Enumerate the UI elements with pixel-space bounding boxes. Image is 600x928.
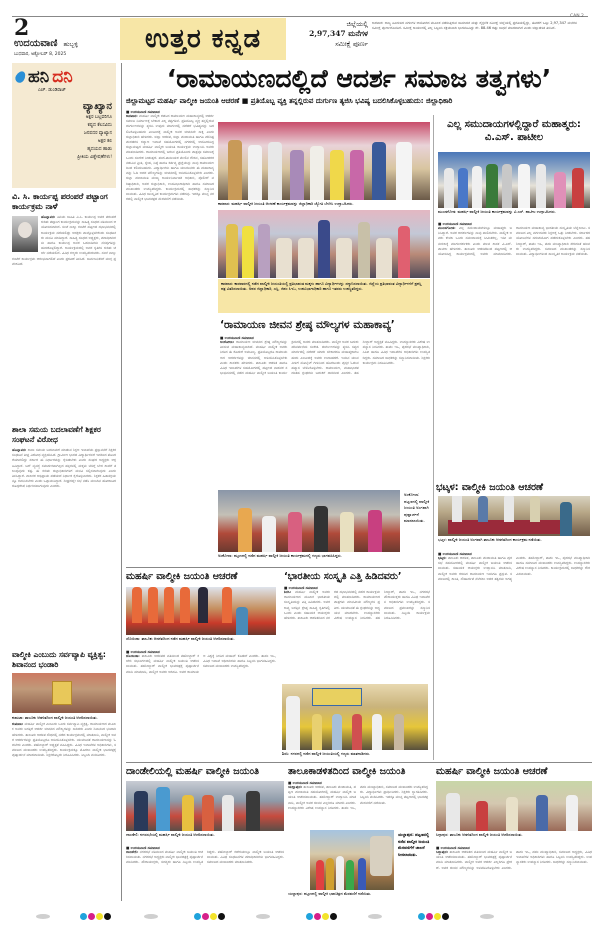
- siddapur-photo-caption: ಸಿದ್ದಾಪುರ: ತಾಲೂಕು ಆಡಳಿತದಿಂದ ವಾಲ್ಮೀಕಿ ಜಯಂತಿ ಆಚರಿಸಲಾಯಿತು.: [436, 832, 523, 837]
- story-school-timing: [12, 425, 116, 618]
- bhatkal-photo: [438, 496, 590, 536]
- water-drop-icon: [14, 70, 28, 85]
- story-headline: ಶಾಲಾ ಸಮಯ ಬದಲಾವಣೆಗೆ ಶಿಕ್ಷಕರ ಸಂಘಟನೆ ವಿರೋಧ: [12, 425, 101, 444]
- lead-photo-1: [218, 122, 430, 200]
- lead-photo-2: [218, 210, 430, 278]
- portrait-photo: [12, 216, 38, 252]
- yellapur-side-caption: ಯಲ್ಲಾಪುರ: ಪಟ್ಟಣದಲ್ಲಿ ನಡೆದ ವಾಲ್ಮೀಕಿ ಜಯಂತಿ ಮೆರವಣಿಗೆಗೆ ಚಾಲನೆ ನೀಡಲಾಯಿತು.: [398, 832, 430, 857]
- registration-oval: [36, 914, 50, 919]
- story-text: ನಗರಸಭೆ ವತಿಯಿಂದ ಮಹರ್ಷಿ ವಾಲ್ಮೀಕಿ ಜಯಂತಿ ಆಚರಿಸಲಾಯಿತು. ನಗರಸಭೆ ಅಧ್ಯಕ್ಷರು ವಾಲ್ಮೀಕಿ ಭಾವಚಿತ್ರಕ್ಕೆ ಪುಷ್ಪಾರ್ಚನೆ ಮಾಡಿದರು. ಪೌರಾಯುಕ್ತರು, ಸದಸ್ಯರು ಹಾಗೂ ಸಿಬ್ಬಂದಿ ಉಪಸ್ಥಿತರಿದ್ದರು. ತಹಶೀಲ್ದಾರ್ ಕಚೇರಿಯಲ್ಲೂ ವಾಲ್ಮೀಕಿ ಜಯಂತಿ ಆಚರಿಸಲಾಯಿತು. ವಿವಿಧ ಸಂಘಟನೆಗಳ ಪದಾಧಿಕಾರಿಗಳು ಭಾಗವಹಿಸಿದ್ದರು. ಸಮಾಜದ ಮುಖಂಡರು ಮಾತನಾಡಿದರು.: [126, 850, 284, 865]
- registration-dot-magenta: [314, 913, 321, 920]
- lead-body-col1: [126, 110, 214, 566]
- plate-code: CAN 2: [570, 14, 584, 19]
- mid-photo: [218, 490, 400, 552]
- yellapur-headline: ತಾಲೂಕಾಡಳಿತದಿಂದ ವಾಲ್ಮೀಕಿ ಜಯಂತಿ: [288, 766, 406, 777]
- story-headline: ವಾಲ್ಮೀಕಿ ಎಂಬುದು ಸರ್ವವ್ಯಾಪಿ ವ್ಯಕ್ತಿತ್ವ: ಶಿವಾನಂದ ಭಂಡಾರಿ: [12, 650, 106, 669]
- joida-body: [126, 650, 276, 754]
- poem-line: ಜನಪದರ ವ್ಯಾಖ್ಯಾನ: [83, 131, 112, 136]
- dateline: ಶಿರಸಿ:: [284, 590, 292, 594]
- byline: ■ ಉದಯವಾಣಿ ಸಮಾಚಾರ: [438, 552, 472, 556]
- byline: ■ ಉದಯವಾಣಿ ಸಮಾಚಾರ: [288, 781, 322, 785]
- hani-dani-box: [12, 63, 116, 188]
- lead-subheadline: ಜಿಲ್ಲಾಮಟ್ಟದ ಮಹರ್ಷಿ ವಾಲ್ಮೀಕಿ ಜಯಂತಿ ಆಚರಣೆ ■ ಪ್ರತಿಯೊಬ್ಬ ವ್ಯಕ್ತಿ ತನ್ನಲ್ಲಿರುವ ದುರ್ಗುಣ ತ್ಯಜಿಸಿ ಭವಿಷ್ಯ ಬದಲಿಸಿಕೊಳ್ಳಬಹುದು: ಜಿಲ್ಲಾಧಿಕಾರಿ: [126, 97, 453, 105]
- right-top-photo-caption: ಮುಂಡಗೋಡ: ಮಹರ್ಷಿ ವಾಲ್ಮೀಕಿ ಜಯಂತಿ ಕಾರ್ಯಕ್ರಮವನ್ನು ವಿ.ಎಸ್. ಪಾಟೀಲ ಉದ್ಘಾಟಿಸಿದರು.: [438, 209, 556, 214]
- sirsi-photo: [282, 684, 428, 750]
- registration-dot-yellow: [210, 913, 217, 920]
- registration-oval: [368, 914, 382, 919]
- story-text: ಮಹರ್ಷಿ ವಾಲ್ಮೀಕಿ ರಚಿಸಿದ ರಾಮಾಯಣ ಮಹಾಕಾವ್ಯದಲ್ಲಿ ಆದರ್ಶ ಸಮಾಜ ನಿರ್ಮಾಣಕ್ಕೆ ಬೇಕಾದ ಎಲ್ಲ ತತ್ವಗಳಿವೆ. ಪ್ರತಿಯೊಬ್ಬ ವ್ಯಕ್ತಿ ತನ್ನಲ್ಲಿರುವ ದುರ್ಗುಣಗಳನ್ನು ತ್ಯಜಿಸಿ ಉತ್ತಮ ಮಾರ್ಗದಲ್ಲಿ ನಡೆದರೆ ಭವಿಷ್ಯವನ್ನು ಬದಲಿಸಿಕೊಳ್ಳಬಹುದು ಎಂಬುದಕ್ಕೆ ವಾಲ್ಮೀಕಿ ಅವರ ಜೀವನವೇ ಸಾಕ್ಷಿ ಎಂದು ಜಿಲ್ಲಾಧಿಕಾರಿ ಹೇಳಿದರು. ಜಿಲ್ಲಾ ಆಡಳಿತ, ಜಿಲ್ಲಾ ಪಂಚಾಯಿತಿ ಹಾಗೂ ಪರಿಶಿಷ್ಟ ಪಂಗಡಗಳ ಕಲ್ಯಾಣ ಇಲಾಖೆ ಸಹಯೋಗದಲ್ಲಿ ನಗರದಲ್ಲಿ ಆಯೋಜಿಸಿದ್ದ ಜಿಲ್ಲಾಮಟ್ಟದ ಮಹರ್ಷಿ ವಾಲ್ಮೀಕಿ ಜಯಂತಿ ಕಾರ್ಯಕ್ರಮ ಉದ್ಘಾಟಿಸಿ ಅವರು ಮಾತನಾಡಿದರು. ರಾಮಾಯಣದಲ್ಲಿ ಬರುವ ಪ್ರತಿಯೊಂದು ಪಾತ್ರವೂ ಸಮಾಜಕ್ಕೆ ಒಂದು ಸಂದೇಶ ನೀಡುತ್ತದೆ. ತಂದೆ-ತಾಯಿಯರ ಮೇಲಿನ ಗೌರವ, ಸಹೋದರರ ನಡುವಿನ ಪ್ರೀತಿ, ಸ್ನೇಹ, ನಿಷ್ಠೆ ಹಾಗೂ ಕರ್ತವ್ಯ ಪ್ರಜ್ಞೆಯನ್ನು ನಾವು ರಾಮಾಯಣದಿಂದ ಕಲಿಯಬಹುದು. ವಿದ್ಯಾರ್ಥಿಗಳು ಹಾಗೂ ಯುವಜನರು ಈ ಮಹಾಕಾವ್ಯವನ್ನು ಓದಿ ಅದರ ಮೌಲ್ಯಗಳನ್ನು ಜೀವನದಲ್ಲಿ ಅಳವಡಿಸಿಕೊಳ್ಳಬೇಕು ಎಂದರು. ಜಿಲ್ಲಾ ಪಂಚಾಯಿತಿ ಮುಖ್ಯ ಕಾರ್ಯನಿರ್ವಾಹಕ ಅಧಿಕಾರಿ, ಪೊಲೀಸ್ ವರಿಷ್ಠಾಧಿಕಾರಿ, ಅಪರ ಜಿಲ್ಲಾಧಿಕಾರಿ, ಉಪವಿಭಾಗಾಧಿಕಾರಿ ಹಾಗೂ ಸಮಾಜದ ಮುಖಂಡರು ಉಪಸ್ಥಿತರಿದ್ದರು. ಕಾರ್ಯಕ್ರಮದಲ್ಲಿ ಸಾಧಕರನ್ನು ಸನ್ಮಾನಿಸಲಾಯಿತು. ವಿವಿಧ ಸಾಂಸ್ಕೃತಿಕ ಕಾರ್ಯಕ್ರಮಗಳು ನಡೆದವು. ಇದಕ್ಕೂ ಮುನ್ನ ನಗರದಲ್ಲಿ ವಾಲ್ಮೀಕಿ ಭಾವಚಿತ್ರದ ಮೆರವಣಿಗೆ ನಡೆಯಿತು.: [126, 114, 214, 202]
- survey-stat-line2: 2,97,347 ಮನೆಗಳ: [309, 29, 368, 38]
- lead-headline: ‘ರಾಮಾಯಣದಲ್ಲಿದೆ ಆದರ್ಶ ಸಮಾಜ ತತ್ವಗಳು’: [166, 64, 552, 93]
- dateline: ಜೊಯಿಡಾ:: [126, 654, 140, 658]
- poem-line: ಅಕ್ಷರ ಬಲ್ಲವರಿಗೂ: [85, 115, 112, 120]
- edition-name: ಹುಬ್ಬಳ್ಳಿ: [63, 41, 78, 48]
- registration-dot-magenta: [426, 913, 433, 920]
- story-text: ತಾಲೂಕು ಆಡಳಿತದ ವತಿಯಿಂದ ಮಹರ್ಷಿ ವಾಲ್ಮೀಕಿ ಜಯಂತಿ ಆಚರಿಸಲಾಯಿತು. ತಹಶೀಲ್ದಾರ್ ಭಾವಚಿತ್ರಕ್ಕೆ ಪುಷ್ಪಾರ್ಚನೆ ಮಾಡಿ ಮಾತನಾಡಿದರು. ವಾಲ್ಮೀಕಿ ಅವರ ಆದರ್ಶ ಎಲ್ಲರಿಗೂ ಪ್ರೇರಣೆ. ಅವರ ಜೀವನ ಮೌಲ್ಯಗಳನ್ನು ಅಳವಡಿಸಿಕೊಳ್ಳಬೇಕು ಎಂದರು. ತಾಪಂ ಇಒ, ಪಪಂ ಮುಖ್ಯಾಧಿಕಾರಿ, ಸಮಾಜದ ಅಧ್ಯಕ್ಷರು, ವಿವಿಧ ಇಲಾಖೆಗಳ ಅಧಿಕಾರಿಗಳು ಹಾಗೂ ಸಿಬ್ಬಂದಿ ಉಪಸ್ಥಿತರಿದ್ದರು. ಉಪನ್ಯಾಸಕರು ಉಪನ್ಯಾಸ ನೀಡಿದರು. ಸಾಧಕರನ್ನು ಸನ್ಮಾನಿಸಲಾಯಿತು.: [436, 850, 592, 870]
- poem-line: ಹೃದಯದ ಹಾಡು: [87, 147, 112, 152]
- bhatkal-body: [438, 552, 590, 754]
- poem-title: ವ್ಯಾಖ್ಯಾನ: [82, 101, 112, 112]
- story-body: [438, 226, 590, 476]
- survey-stat-line1: ಜಿಲ್ಲೆಯಲ್ಲಿ: [346, 20, 368, 28]
- story-text: ಹಿರಿಯ ಸಾಹಿತಿ ವಿ.ಸಿ. ಕಾರ್ಯಪ್ಪ ಅವರ ಪರಂಪರೆ ಕುರಿತು ಪಟ್ಟಾಂಗ ಕಾರ್ಯಕ್ರಮವನ್ನು ಸಾಹಿತ್ಯ ಸಂಘದ ವತಿಯಿಂದ ಆಯೋಜಿಸಲಾಗಿದೆ. ಸಂಜೆ ನಾಲ್ಕು ಗಂಟೆಗೆ ಪಟ್ಟಣದ ಸಭಾಭವನದಲ್ಲಿ ಕಾರ್ಯಕ್ರಮ ನಡೆಯಲಿದ್ದು ಆಸಕ್ತರು ಪಾಲ್ಗೊಳ್ಳಬೇಕೆಂದು ಸಂಘಟಕರು ಮನವಿ ಮಾಡಿದ್ದಾರೆ. ಸಾಹಿತ್ಯ ಸಂಘದ ಅಧ್ಯಕ್ಷರು, ಪದಾಧಿಕಾರಿಗಳು ಹಾಗೂ ಕಾರ್ಯಪ್ಪ ಅವರ ಒಡನಾಡಿಗಳು ನೆನಪುಗಳನ್ನು ಹಂಚಿಕೊಳ್ಳಲಿದ್ದಾರೆ. ಕಾರ್ಯಕ್ರಮದಲ್ಲಿ ಅವರ ಕೃತಿಗಳ ಕುರಿತು ಚರ್ಚೆ ನಡೆಯಲಿದೆ. ವಿವಿಧ ಗಣ್ಯರು ಉಪಸ್ಥಿತರಿರುವರು. ಸಂಜೆ ನಾಲ್ಕು ಗಂಟೆಗೆ ಕಾರ್ಯಕ್ರಮ ಆರಂಭವಾಗಲಿದೆ ಎಂದು ಪ್ರಕಟಣೆ ತಿಳಿಸಿದೆ. ಸಾರ್ವಜನಿಕರಿಗೆ ಮುಕ್ತ ಪ್ರವೇಶವಿದೆ.: [12, 215, 116, 266]
- mid-photo-caption: ಅಂಕೋಲಾ: ಪಟ್ಟಣದಲ್ಲಿ ನಡೆದ ಮಹರ್ಷಿ ವಾಲ್ಮೀಕಿ ಜಯಂತಿ ಕಾರ್ಯಕ್ರಮದಲ್ಲಿ ಗಣ್ಯರು ಭಾಗವಹಿಸಿದ್ದರು.: [218, 553, 342, 558]
- yellapur-photo: [310, 830, 394, 890]
- story-body: [126, 654, 276, 754]
- photo-caption: ಕುಮಟಾ: ತಾಲೂಕು ಆಡಳಿತದಿಂದ ವಾಲ್ಮೀಕಿ ಜಯಂತಿ ಆಚರಿಸಲಾಯಿತು.: [12, 715, 98, 720]
- row-divider: [126, 762, 592, 763]
- story-shivanand-bhandari: [12, 650, 116, 902]
- story-body: [288, 785, 428, 827]
- sirsi-body: [284, 586, 430, 680]
- mid-body: [220, 336, 430, 486]
- siddapur-body: [436, 846, 592, 906]
- byline: ■ ಉದಯವಾಣಿ ಸಮಾಚಾರ: [284, 586, 318, 590]
- dandeli-headline: ದಾಂಡೇಲಿಯಲ್ಲಿ ಮಹರ್ಷಿ ವಾಲ್ಮೀಕಿ ಜಯಂತಿ: [126, 766, 259, 777]
- bhatkal-headline: ಭಟ್ಕಳ: ವಾಲ್ಮೀಕಿ ಜಯಂತಿ ಆಚರಣೆ: [436, 482, 543, 493]
- lead-photo-1-caption: ಕಾರವಾರ: ಮಹರ್ಷಿ ವಾಲ್ಮೀಕಿ ಜಯಂತಿ ಆಚರಣೆ ಕಾರ್ಯಕ್ರಮವನ್ನು ಜಿಲ್ಲಾಧಿಕಾರಿ ಜ್ಯೋತಿ ಬೆಳಗಿಸಿ ಉದ್ಘಾಟಿಸಿದರು.: [218, 201, 354, 206]
- dandeli-photo: [126, 781, 284, 831]
- section-title: ಉತ್ತರ ಕನ್ನಡ: [120, 18, 286, 60]
- registration-oval: [256, 914, 270, 919]
- right-top-headline: ಎಲ್ಲ ಸಮುದಾಯಗಳಲ್ಲಿದ್ದಾರೆ ಮಹಾತ್ಮರು: ವಿ.ಎಸ್. ಪಾಟೀಲ: [447, 119, 581, 143]
- story-karyappa: [12, 192, 116, 398]
- story-headline: ವಿ. ಸಿ. ಕಾರ್ಯಪ್ಪ ಪರಂಪರೆ ಪಟ್ಟಾಂಗ ಕಾರ್ಯಕ್ರಮ ನಾಳೆ: [12, 192, 108, 211]
- poem-line: ಪ್ರೀತಿಯ ವಿಶ್ಲೇಷಣೆಗಳು!: [77, 155, 112, 160]
- story-body: [126, 850, 284, 906]
- sirsi-headline: ‘ಭಾರತೀಯ ಸಂಸ್ಕೃತಿ ಎತ್ತಿ ಹಿಡಿದವರು’: [284, 571, 402, 582]
- siddapur-photo: [436, 781, 592, 831]
- dandeli-body: [126, 846, 284, 906]
- column-author: ಎಚ್. ಡುಂಡಿರಾಜ್: [38, 88, 66, 93]
- mid-headline: ‘ರಾಮಾಯಣ ಜೀವನ ಶ್ರೇಷ್ಠ ಮೌಲ್ಯಗಳ ಮಹಾಕಾವ್ಯ’: [220, 319, 395, 331]
- registration-dot-black: [330, 913, 337, 920]
- byline: ■ ಉದಯವಾಣಿ ಸಮಾಚಾರ: [220, 336, 254, 340]
- survey-stat: [300, 19, 368, 49]
- registration-dot-black: [442, 913, 449, 920]
- dateline: ಹೊನ್ನಾವರ:: [12, 448, 27, 452]
- yellapur-photo-caption: ಯಲ್ಲಾಪುರ: ಪಟ್ಟಣದಲ್ಲಿ ವಾಲ್ಮೀಕಿ ಭಾವಚಿತ್ರದ ಮೆರವಣಿಗೆ ನಡೆಯಿತು.: [288, 891, 372, 896]
- right-top-photo: [438, 152, 590, 208]
- yellapur-body: [288, 781, 428, 827]
- story-body: [12, 448, 116, 618]
- poem-line: ಕಷ್ಟದ ಕೆಲಸವಿದು: [87, 123, 112, 128]
- poem-line: ಅಕ್ಷರ ಕಲಿ: [97, 139, 112, 144]
- lead-photo-2-caption: ಕಾರವಾರ: ಕಾರವಾರದಲ್ಲಿ ನಡೆದ ವಾಲ್ಮೀಕಿ ಜಯಂತಿಯಲ್ಲಿ ಪ್ರತಿಭಾವಂತ ಮಕ್ಕಳು ಹಾಗೂ ವಿದ್ಯಾರ್ಥಿಗಳನ್ನು ಸನ್ಮಾನಿಸಲಾಯಿತು. ಜಿಲ್ಲೆಯ ಪ್ರತಿಭಾವಂತ ವಿದ್ಯಾರ್ಥಿಗಳಿಗೆ ಪ್ರಶಸ್ತಿ ಪತ್ರ ವಿತರಿಸಲಾಯಿತು. ಅಪರ ಜಿಲ್ಲಾಧಿಕಾರಿ, ಎಸ್ಪಿ, ಜಿಪಂ ಸಿಇಒ, ಉಪವಿಭಾಗಾಧಿಕಾರಿ ಹಾಗೂ ಇತರರು ಉಪಸ್ಥಿತರಿದ್ದರು.: [218, 279, 430, 313]
- byline: ■ ಉದಯವಾಣಿ ಸಮಾಚಾರ: [126, 650, 160, 654]
- masthead-rule: [12, 16, 588, 17]
- logo-hani: ಹನಿ: [28, 67, 50, 87]
- dandeli-photo-caption: ದಾಂಡೇಲಿ: ನಗರಸಭೆಯಲ್ಲಿ ಮಹರ್ಷಿ ವಾಲ್ಮೀಕಿ ಜಯಂತಿ ಆಚರಿಸಲಾಯಿತು.: [126, 832, 215, 837]
- story-text: ತಾಲೂಕು ಆಡಳಿತ, ತಾಲೂಕು ಪಂಚಾಯಿತಿ ಹಾಗೂ ಪುರಸಭೆ ಸಹಯೋಗದಲ್ಲಿ ಮಹರ್ಷಿ ವಾಲ್ಮೀಕಿ ಜಯಂತಿ ಆಚರಿಸಲಾಯಿತು. ಸಹಾಯಕ ಆಯುಕ್ತರು ಉದ್ಘಾಟಿಸಿ ಮಾತನಾಡಿ, ವಾಲ್ಮೀಕಿ ಅವರು ರಚಿಸಿದ ರಾಮಾಯಣ ಇಂದಿಗೂ ಪ್ರಸ್ತುತ. ಸಮಾಜದಲ್ಲಿ ಶಾಂತಿ, ಸೌಹಾರ್ದತೆ ನೆಲೆಸಲು ಅದರ ತತ್ವಗಳು ಅಗತ್ಯ ಎಂದರು. ತಹಶೀಲ್ದಾರ್, ತಾಪಂ ಇಒ, ಪುರಸಭೆ ಮುಖ್ಯಾಧಿಕಾರಿ ಹಾಗೂ ಸಮಾಜದ ಮುಖಂಡರು ಉಪಸ್ಥಿತರಿದ್ದರು. ಉಪನ್ಯಾಸಕರು ವಿಶೇಷ ಉಪನ್ಯಾಸ ನೀಡಿದರು. ಕಾರ್ಯಕ್ರಮದಲ್ಲಿ ಸಾಧಕರನ್ನು ಗೌರವಿಸಲಾಯಿತು.: [438, 556, 590, 581]
- joida-photo: [126, 587, 276, 635]
- story-body: [126, 114, 214, 566]
- dateline: ಕಾರವಾರ:: [126, 114, 138, 118]
- story-body: [438, 556, 590, 754]
- dateline: ದಾಂಡೇಲಿ:: [126, 850, 139, 854]
- story-text: ತಾಲೂಕು ಆಡಳಿತ, ತಾಲೂಕು ಪಂಚಾಯಿತಿ, ಪಟ್ಟಣ ಪಂಚಾಯಿತಿ ಸಹಯೋಗದಲ್ಲಿ ಮಹರ್ಷಿ ವಾಲ್ಮೀಕಿ ಜಯಂತಿ ಆಚರಿಸಲಾಯಿತು. ತಹಶೀಲ್ದಾರ್ ಉದ್ಘಾಟಿಸಿ ಮಾತನಾಡಿ, ವಾಲ್ಮೀಕಿ ಅವರ ಜೀವನ ಎಲ್ಲರಿಗೂ ಮಾದರಿ ಎಂದರು. ಉಪನ್ಯಾಸಕರು ವಿಶೇಷ ಉಪನ್ಯಾಸ ನೀಡಿದರು. ತಾಪಂ ಇಒ, ಪಪಂ ಮುಖ್ಯಾಧಿಕಾರಿ, ಸಮಾಜದ ಮುಖಂಡರು ಉಪಸ್ಥಿತರಿದ್ದರು. ವಿದ್ಯಾರ್ಥಿಗಳು ಪ್ರಾರ್ಥಿಸಿದರು. ಶಿಕ್ಷಕರು ಸ್ವಾಗತಿಸಿದರು. ಸಿಬ್ಬಂದಿ ವಂದಿಸಿದರು. ಇದಕ್ಕೂ ಮುನ್ನ ಪಟ್ಟಣದಲ್ಲಿ ಭಾವಚಿತ್ರ ಮೆರವಣಿಗೆ ನಡೆಯಿತು.: [288, 785, 428, 810]
- registration-oval: [480, 914, 494, 919]
- story-body: [220, 340, 430, 486]
- column-divider: [433, 115, 434, 760]
- registration-dot-cyan: [80, 913, 87, 920]
- story-text: ಎಲ್ಲ ಸಮುದಾಯಗಳಲ್ಲೂ ಮಹಾತ್ಮರು ಜನಿಸಿದ್ದಾರೆ. ಅವರ ಆದರ್ಶಗಳನ್ನು ನಾವು ಪಾಲಿಸಬೇಕು. ವಾಲ್ಮೀಕಿ ಅವರು ಕೇವಲ ಒಂದು ಸಮುದಾಯಕ್ಕೆ ಸೀಮಿತರಲ್ಲ, ಇಡೀ ಮನುಕುಲಕ್ಕೆ ಮಾರ್ಗದರ್ಶಕರು ಎಂದು ಮಾಜಿ ಶಾಸಕ ವಿ.ಎಸ್. ಪಾಟೀಲ ಹೇಳಿದರು. ತಾಲೂಕು ಆಡಳಿತದಿಂದ ಪಟ್ಟಣದಲ್ಲಿ ಆಯೋಜಿಸಿದ್ದ ಕಾರ್ಯಕ್ರಮದಲ್ಲಿ ಅವರು ಮಾತನಾಡಿದರು. ರಾಮಾಯಣ ಮಹಾಕಾವ್ಯ ಭಾರತೀಯ ಸಂಸ್ಕೃತಿಯ ಬೆನ್ನೆಲುಬು. ಸಮಾಜದ ಎಲ್ಲ ವರ್ಗದವರು ಶಿಕ್ಷಣಕ್ಕೆ ಒತ್ತು ನೀಡಬೇಕು. ಸರ್ಕಾರದ ಯೋಜನೆಗಳ ಸದುಪಯೋಗ ಪಡೆದುಕೊಳ್ಳಬೇಕು ಎಂದರು. ತಹಶೀಲ್ದಾರ್, ತಾಪಂ ಇಒ, ಪಪಂ ಮುಖ್ಯಾಧಿಕಾರಿ ಸೇರಿದಂತೆ ಹಲವರು ಉಪಸ್ಥಿತರಿದ್ದರು. ಸಮಾಜದ ಮುಖಂಡರನ್ನು ಸನ್ಮಾನಿಸಲಾಯಿತು. ವಿದ್ಯಾರ್ಥಿಗಳಿಂದ ಸಾಂಸ್ಕೃತಿಕ ಕಾರ್ಯಕ್ರಮ ನಡೆಯಿತು.: [438, 226, 590, 257]
- byline: ■ ಉದಯವಾಣಿ ಸಮಾಚಾರ: [436, 846, 470, 850]
- registration-dot-cyan: [418, 913, 425, 920]
- registration-dot-black: [104, 913, 111, 920]
- story-text: ರಾಮಾಯಣ ಜೀವನದ ಶ್ರೇಷ್ಠ ಮೌಲ್ಯಗಳನ್ನು ತಿಳಿಸುವ ಮಹಾಕಾವ್ಯವಾಗಿದೆ. ಮಹರ್ಷಿ ವಾಲ್ಮೀಕಿ ಅವರು ನೀಡಿದ ಈ ಕೊಡುಗೆ ಅಮೂಲ್ಯ. ಪ್ರತಿಯೊಬ್ಬರೂ ರಾಮಾಯಣದ ಆದರ್ಶಗಳನ್ನು ಜೀವನದಲ್ಲಿ ಅಳವಡಿಸಿಕೊಳ್ಳಬೇಕು ಎಂದು ಶಾಸಕರು ಹೇಳಿದರು. ತಾಲೂಕು ಆಡಳಿತ ಹಾಗೂ ವಿವಿಧ ಇಲಾಖೆಗಳ ಸಹಯೋಗದಲ್ಲಿ ಪಟ್ಟಣದ ನಾಡವರ ಸಭಾಭವನದಲ್ಲಿ ನಡೆದ ಮಹರ್ಷಿ ವಾಲ್ಮೀಕಿ ಜಯಂತಿ ಕಾರ್ಯಕ್ರಮದಲ್ಲಿ ಅವರು ಮಾತನಾಡಿದರು. ವಾಲ್ಮೀಕಿ ಅವರ ಬದುಕು ಪರಿವರ್ತನೆಯ ಸಂಕೇತ. ದುರ್ಗುಣಗಳನ್ನು ತ್ಯಜಿಸಿ ಸತ್ಯದ ಮಾರ್ಗದಲ್ಲಿ ನಡೆದರೆ ಯಾರು ಬೇಕಾದರೂ ಮಹಾತ್ಮರಾಗಬಹುದು ಎಂಬುದಕ್ಕೆ ಅವರು ಉದಾಹರಣೆ. ಇಂದಿನ ಯುವಪೀಳಿಗೆ ಮೊಬೈಲ್ ಗೀಳಿನಿಂದ ಹೊರಬಂದು ಪುಸ್ತಕ ಓದುವ ಹವ್ಯಾಸ ಬೆಳೆಸಿಕೊಳ್ಳಬೇಕು. ರಾಮಾಯಣ, ಮಹಾಭಾರತದಂತಹ ಗ್ರಂಥಗಳು ಬದುಕಿಗೆ ದಾರಿದೀಪ ಎಂದರು. ತಹಶೀಲ್ದಾರ್ ಅಧ್ಯಕ್ಷತೆ ವಹಿಸಿದ್ದರು. ಉಪನ್ಯಾಸಕರು ವಿಶೇಷ ಉಪನ್ಯಾಸ ನೀಡಿದರು. ತಾಪಂ ಇಒ, ಪುರಸಭೆ ಮುಖ್ಯಾಧಿಕಾರಿ, ಸಿಪಿಐ ಹಾಗೂ ವಿವಿಧ ಇಲಾಖೆಗಳ ಅಧಿಕಾರಿಗಳು ಉಪಸ್ಥಿತರಿದ್ದರು. ಸಮಾಜದ ಸಾಧಕರನ್ನು ಸನ್ಮಾನಿಸಲಾಯಿತು. ಶಿಕ್ಷಕರು ಕಾರ್ಯಕ್ರಮ ನಿರೂಪಿಸಿದರು.: [220, 340, 430, 376]
- dateline: ಸಿದ್ದಾಪುರ:: [436, 850, 449, 854]
- survey-brief-text: ಕಾರವಾರ: ರಾಜ್ಯ ಹಿಂದುಳಿದ ವರ್ಗಗಳ ಆಯೋಗದ ಮೂಲಕ ನಡೆಸುತ್ತಿರುವ ಸಾಮಾಜಿಕ ಮತ್ತು ಶೈಕ್ಷಣಿಕ ಸಮೀಕ್ಷೆ ಜಿಲ್ಲೆಯಲ್ಲಿ ಪ್ರಗತಿಯಲ್ಲಿದ್ದು, ಈವರೆಗೆ ಒಟ್ಟು 2,97,347 ಮನೆಗಳ ಸಮೀಕ್ಷೆ ಪೂರ್ಣಗೊಂಡಿದೆ. ಸಮೀಕ್ಷೆ ಕಾರ್ಯದಲ್ಲಿ ಎಲ್ಲ ಸಿಬ್ಬಂದಿ ಸಕ್ರಿಯವಾಗಿ ಭಾಗವಹಿಸಿದ್ದು ಶೇ. 88.46 ರಷ್ಟು ಸಾಧನೆ ಮಾಡಲಾಗಿದೆ ಎಂದು ಜಿಲ್ಲಾಡಳಿತ ತಿಳಿಸಿದೆ.: [372, 21, 577, 31]
- dateline: ಹೊನ್ನಾವರ:: [41, 215, 56, 219]
- dateline: ಅಂಕೋಲಾ:: [220, 340, 235, 344]
- paper-title: ಉದಯವಾಣಿ: [14, 38, 58, 49]
- registration-dot-magenta: [202, 913, 209, 920]
- story-text: ಮಹರ್ಷಿ ವಾಲ್ಮೀಕಿ ಎಂಬುದು ಒಂದು ಸರ್ವವ್ಯಾಪಿ ವ್ಯಕ್ತಿತ್ವ. ರಾಮಾಯಣದ ಮೂಲಕ ಅವರು ಜಗತ್ತಿಗೆ ಆದರ್ಶ ಜೀವನದ ಮೌಲ್ಯಗಳನ್ನು ಸಾರಿದರು ಎಂದು ಶಿವಾನಂದ ಭಂಡಾರಿ ಹೇಳಿದರು. ತಾಲೂಕು ಆಡಳಿತ ಸೌಧದಲ್ಲಿ ನಡೆದ ಕಾರ್ಯಕ್ರಮದಲ್ಲಿ ಮಾತನಾಡಿ, ವಾಲ್ಮೀಕಿ ಅವರ ಆದರ್ಶಗಳನ್ನು ಪ್ರತಿಯೊಬ್ಬರೂ ಅಳವಡಿಸಿಕೊಳ್ಳಬೇಕು. ಯುವಜನತೆ ರಾಮಾಯಣವನ್ನು ಓದಬೇಕು ಎಂದರು. ತಹಶೀಲ್ದಾರ್ ಅಧ್ಯಕ್ಷತೆ ವಹಿಸಿದ್ದರು. ವಿವಿಧ ಇಲಾಖೆಗಳ ಅಧಿಕಾರಿಗಳು, ಸಮಾಜದ ಮುಖಂಡರು ಉಪಸ್ಥಿತರಿದ್ದರು. ಕಾರ್ಯಕ್ರಮಕ್ಕೂ ಮೊದಲು ವಾಲ್ಮೀಕಿ ಭಾವಚಿತ್ರಕ್ಕೆ ಪುಷ್ಪಾರ್ಚನೆ ಮಾಡಲಾಯಿತು. ಶಿಕ್ಷಕರೊಬ್ಬರು ನಿರೂಪಿಸಿದರು. ಸಿಬ್ಬಂದಿ ವಂದಿಸಿದರು.: [12, 722, 116, 758]
- story-body: [436, 850, 592, 906]
- story-text: ಮಹರ್ಷಿ ವಾಲ್ಮೀಕಿ ಅವರು ರಾಮಾಯಣದ ಮೂಲಕ ಭಾರತೀಯ ಸಂಸ್ಕೃತಿಯನ್ನು ಎತ್ತಿ ಹಿಡಿದವರು. ಅವರ ಕಾವ್ಯ ಜಗತ್ತಿನ ಶ್ರೇಷ್ಠ ಸಾಹಿತ್ಯ ಕೃತಿಗಳಲ್ಲಿ ಒಂದು ಎಂದು ಸಹಾಯಕ ಆಯುಕ್ತರು ಹೇಳಿದರು. ತಾಲೂಕು ಆಡಳಿತದಿಂದ ನಗರದ ಸಭಾಭವನದಲ್ಲಿ ನಡೆದ ಕಾರ್ಯಕ್ರಮದಲ್ಲಿ ಮಾತನಾಡಿದರು. ರಾಮಾಯಣದ ಪಾತ್ರಗಳು ಮಾನವೀಯ ಮೌಲ್ಯಗಳ ಪ್ರತೀಕ. ಯುವಜನತೆ ಈ ಗ್ರಂಥಗಳನ್ನು ಅಧ್ಯಯನ ಮಾಡಬೇಕು. ಉಪನ್ಯಾಸಕರು ವಿಶೇಷ ಉಪನ್ಯಾಸ ನೀಡಿದರು. ತಹಶೀಲ್ದಾರ್, ತಾಪಂ ಇಒ, ನಗರಸಭೆ ಪೌರಾಯುಕ್ತರು ಹಾಗೂ ವಿವಿಧ ಇಲಾಖೆಗಳ ಅಧಿಕಾರಿಗಳು ಉಪಸ್ಥಿತರಿದ್ದರು. ಸಮಾಜದ ಪ್ರಮುಖರನ್ನು ಸನ್ಮಾನಿಸಲಾಯಿತು. ಸಿಬ್ಬಂದಿ ಕಾರ್ಯಕ್ರಮ ನಿರೂಪಿಸಿದರು.: [284, 590, 430, 621]
- event-photo: [12, 673, 116, 713]
- registration-dot-cyan: [194, 913, 201, 920]
- dateline: ಭಟ್ಕಳ:: [438, 556, 447, 560]
- survey-stat-line3: ಸಮೀಕ್ಷೆ ಪೂರ್ಣ: [335, 40, 368, 48]
- bhatkal-photo-caption: ಭಟ್ಕಳ: ವಾಲ್ಮೀಕಿ ಜಯಂತಿ ಅಂಗವಾಗಿ ತಾಲೂಕು ಆಡಳಿತದಿಂದ ಕಾರ್ಯಕ್ರಮ ನಡೆಯಿತು.: [438, 537, 542, 542]
- mid-side-caption: ಅಂಕೋಲಾ: ಪಟ್ಟಣದಲ್ಲಿ ವಾಲ್ಮೀಕಿ ಜಯಂತಿ ಅಂಗವಾಗಿ ಪುಷ್ಪಾರ್ಚನೆ ಮಾಡಲಾಯಿತು.: [404, 492, 430, 523]
- story-body: [12, 215, 116, 398]
- siddapur-headline: ಮಹರ್ಷಿ ವಾಲ್ಮೀಕಿ ಜಯಂತಿ ಆಚರಣೆ: [436, 766, 548, 777]
- logo-dani: ದನಿ: [52, 67, 73, 87]
- registration-dot-yellow: [322, 913, 329, 920]
- registration-dot-yellow: [96, 913, 103, 920]
- poem-text: [16, 114, 112, 162]
- story-text: ಶಾಲಾ ಸಮಯ ಬದಲಾವಣೆ ಮಾಡುವ ಶಿಕ್ಷಣ ಇಲಾಖೆಯ ಪ್ರಸ್ತಾವನೆಗೆ ಶಿಕ್ಷಕರ ಸಂಘಟನೆ ತೀವ್ರ ವಿರೋಧ ವ್ಯಕ್ತಪಡಿಸಿದೆ. ಗ್ರಾಮೀಣ ಭಾಗದ ವಿದ್ಯಾರ್ಥಿಗಳಿಗೆ ಇದರಿಂದ ತೊಂದರೆಯಾಗಲಿದ್ದು ಸರ್ಕಾರ ಈ ನಿರ್ಧಾರವನ್ನು ಕೈಬಿಡಬೇಕು ಎಂದು ಸಂಘದ ಅಧ್ಯಕ್ಷರು ಆಗ್ರಹಿಸಿದ್ದಾರೆ. ಬಸ್ ವ್ಯವಸ್ಥೆ ಸಮರ್ಪಕವಾಗಿಲ್ಲದ ಹಳ್ಳಿಗಳಲ್ಲಿ ಮಕ್ಕಳು ಬೆಳಗ್ಗೆ ಬೇಗ ಶಾಲೆಗೆ ತಲುಪುವುದು ಕಷ್ಟ. ಈ ಕುರಿತು ಜಿಲ್ಲಾಧಿಕಾರಿಗಳಿಗೆ ಮನವಿ ಸಲ್ಲಿಸಲಾಗುವುದು ಎಂದು ತಿಳಿಸಿದ್ದಾರೆ. ಪಾಲಕರ ಅಭಿಪ್ರಾಯ ಪಡೆಯದೆ ನಿರ್ಧಾರ ಕೈಗೊಳ್ಳಬಾರದು. ಶಿಕ್ಷಕರ ಹಿತಾಸಕ್ತಿಯನ್ನೂ ಗಮನಿಸಬೇಕು ಎಂದು ಒತ್ತಾಯಿಸಿದ್ದಾರೆ. ಶೀಘ್ರದಲ್ಲೇ ಸಭೆ ನಡೆಸಿ ಮುಂದಿನ ಹೋರಾಟದ ರೂಪುರೇಷೆ ನಿರ್ಧರಿಸಲಾಗುವುದು ಎಂದರು.: [12, 448, 116, 489]
- dateline: ಮುಂಡಗೋಡ:: [438, 226, 456, 230]
- registration-dot-yellow: [434, 913, 441, 920]
- registration-dot-black: [218, 913, 225, 920]
- column-divider: [121, 63, 122, 901]
- byline: ■ ಉದಯವಾಣಿ ಸಮಾಚಾರ: [438, 222, 472, 226]
- paper-name: [14, 38, 78, 49]
- row-divider: [126, 567, 432, 568]
- issue-date: ಬುಧವಾರ, ಅಕ್ಟೋಬರ್ 8, 2025: [14, 52, 67, 57]
- story-body: [12, 722, 116, 902]
- joida-photo-caption: ಜೊಯಿಡಾ: ತಾಲೂಕು ಆಡಳಿತದಿಂದ ನಡೆದ ಮಹರ್ಷಿ ವಾಲ್ಮೀಕಿ ಜಯಂತಿ ಆಚರಿಸಲಾಯಿತು.: [126, 636, 235, 641]
- story-body: [284, 590, 430, 680]
- byline: ■ ಉದಯವಾಣಿ ಸಮಾಚಾರ: [126, 110, 160, 114]
- joida-headline: ಮಹರ್ಷಿ ವಾಲ್ಮೀಕಿ ಜಯಂತಿ ಆಚರಣೆ: [126, 571, 238, 582]
- right-top-body: [438, 222, 590, 476]
- story-text: ತಾಲೂಕು ಆಡಳಿತದ ವತಿಯಿಂದ ತಹಶೀಲ್ದಾರ್ ಕಚೇರಿ ಸಭಾಂಗಣದಲ್ಲಿ ಮಹರ್ಷಿ ವಾಲ್ಮೀಕಿ ಜಯಂತಿ ಆಚರಿಸಲಾಯಿತು. ತಹಶೀಲ್ದಾರ್ ವಾಲ್ಮೀಕಿ ಭಾವಚಿತ್ರಕ್ಕೆ ಪುಷ್ಪಾರ್ಚನೆ ಮಾಡಿ ಮಾತನಾಡಿ, ವಾಲ್ಮೀಕಿ ಅವರು ಆದಿಕವಿ. ಅವರ ರಾಮಾಯಣ ವಿಶ್ವಕ್ಕೆ ನೀಡಿದ ಮಹಾನ್ ಕೊಡುಗೆ ಎಂದರು. ತಾಪಂ ಇಒ, ವಿವಿಧ ಇಲಾಖೆ ಅಧಿಕಾರಿಗಳು ಹಾಗೂ ಸಿಬ್ಬಂದಿ ಭಾಗವಹಿಸಿದ್ದರು. ಸಮಾಜದ ಮುಖಂಡರು ಉಪಸ್ಥಿತರಿದ್ದರು.: [126, 654, 276, 674]
- registration-oval: [144, 914, 158, 919]
- registration-dot-magenta: [88, 913, 95, 920]
- hani-dani-logo: [16, 67, 112, 87]
- page-number: 2: [14, 15, 30, 41]
- registration-dot-cyan: [306, 913, 313, 920]
- byline: ■ ಉದಯವಾಣಿ ಸಮಾಚಾರ: [126, 846, 160, 850]
- sirsi-photo-caption: ಶಿರಸಿ: ನಗರದಲ್ಲಿ ನಡೆದ ವಾಲ್ಮೀಕಿ ಜಯಂತಿಯಲ್ಲಿ ಗಣ್ಯರು ಮಾತನಾಡಿದರು.: [282, 751, 371, 756]
- dateline: ಯಲ್ಲಾಪುರ:: [288, 785, 303, 789]
- dateline: ಕುಮಟಾ:: [12, 722, 24, 727]
